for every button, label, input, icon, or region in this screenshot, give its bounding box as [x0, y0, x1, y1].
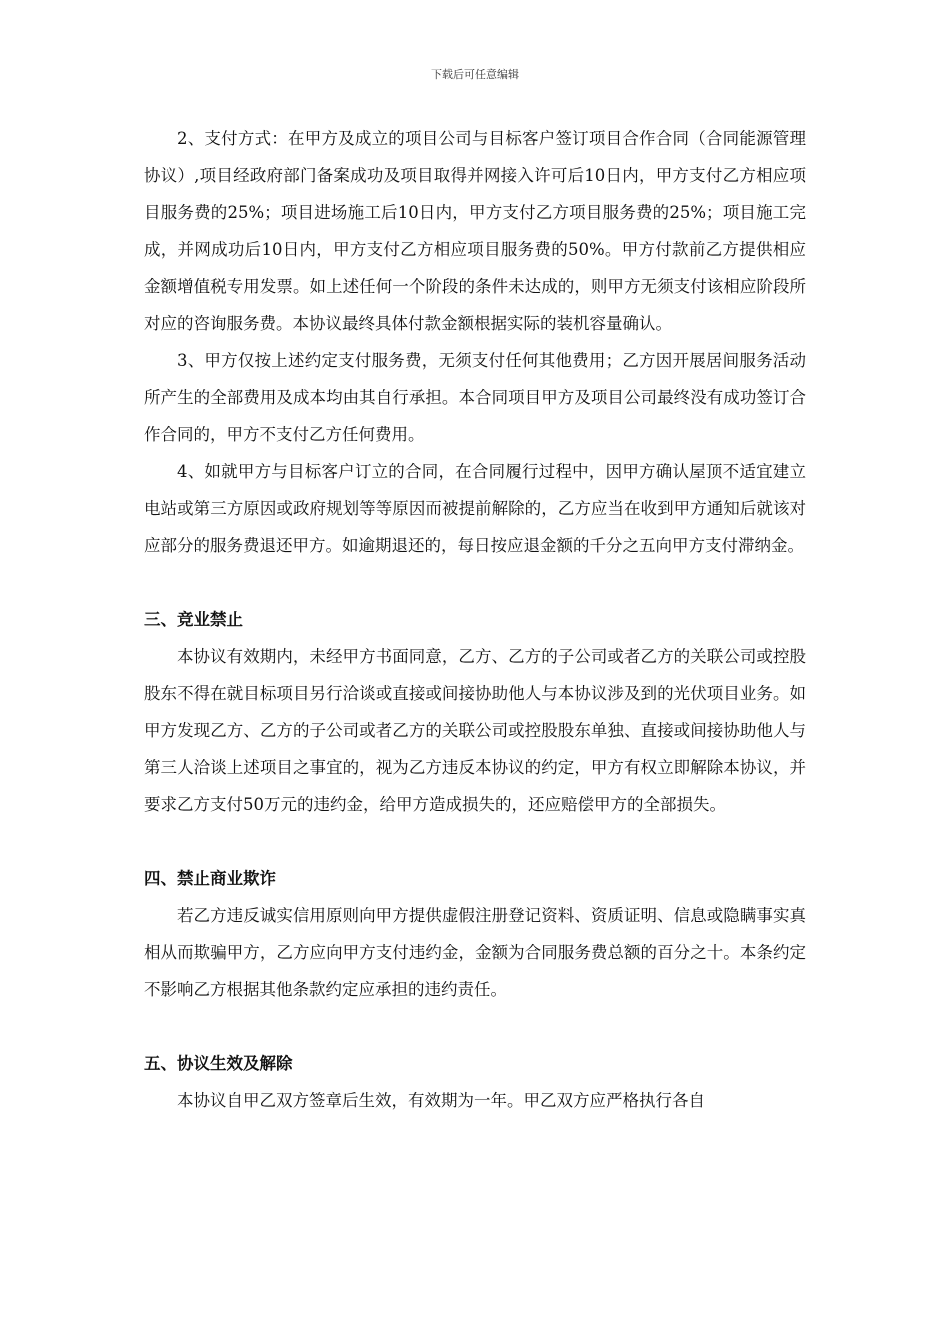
- section-5-title: 五、协议生效及解除: [144, 1054, 293, 1073]
- payment-clause-2: 2、支付方式：在甲方及成立的项目公司与目标客户签订项目合作合同（合同能源管理协议）,项目经政府部门备案成功及项目取得并网接入许可后10日内，甲方支付乙方相应项目服务费的25%；项目进场施工后10日内，甲方支付乙方项目服务费的25%；项目施工完成，并网成功后10日内，甲方支付乙方相应项目服务费的50%。甲方付款前乙方提供相应金额增值税专用发票。如上述任何一个阶段的条件未达成的，则甲方无须支付该相应阶段所对应的咨询服务费。本协议最终具体付款金额根据实际的装机容量确认。: [144, 129, 806, 333]
- spacer: [144, 823, 806, 860]
- payment-clause-4: 4、如就甲方与目标客户订立的合同，在合同履行过程中，因甲方确认屋顶不适宜建立电站或第三方原因或政府规划等等原因而被提前解除的，乙方应当在收到甲方通知后就该对应部分的服务费退还甲方。如逾期退还的，每日按应退金额的千分之五向甲方支付滞纳金。: [144, 462, 806, 555]
- spacer: [144, 1008, 806, 1045]
- section-5-paragraph: 本协议自甲乙双方签章后生效，有效期为一年。甲乙双方应严格执行各自: [177, 1091, 705, 1110]
- section-4-title: 四、禁止商业欺诈: [144, 869, 276, 888]
- payment-clause-3: 3、甲方仅按上述约定支付服务费，无须支付任何其他费用；乙方因开展居间服务活动所产生的全部费用及成本均由其自行承担。本合同项目甲方及项目公司最终没有成功签订合作合同的，甲方不支付乙方任何费用。: [144, 351, 806, 444]
- section-3-paragraph: 本协议有效期内，未经甲方书面同意，乙方、乙方的子公司或者乙方的关联公司或控股股东不得在就目标项目另行洽谈或直接或间接协助他人与本协议涉及到的光伏项目业务。如甲方发现乙方、乙方的子公司或者乙方的关联公司或控股股东单独、直接或间接协助他人与第三人洽谈上述项目之事宜的，视为乙方违反本协议的约定，甲方有权立即解除本协议，并要求乙方支付50万元的违约金，给甲方造成损失的，还应赔偿甲方的全部损失。: [144, 647, 806, 814]
- section-3-title: 三、竞业禁止: [144, 610, 243, 629]
- section-4-paragraph: 若乙方违反诚实信用原则向甲方提供虚假注册登记资料、资质证明、信息或隐瞒事实真相从而欺骗甲方，乙方应向甲方支付违约金，金额为合同服务费总额的百分之十。本条约定不影响乙方根据其他条款约定应承担的违约责任。: [144, 906, 806, 999]
- page-header: 下载后可任意编辑: [431, 68, 519, 81]
- spacer: [144, 564, 806, 601]
- document-body: [144, 120, 806, 1119]
